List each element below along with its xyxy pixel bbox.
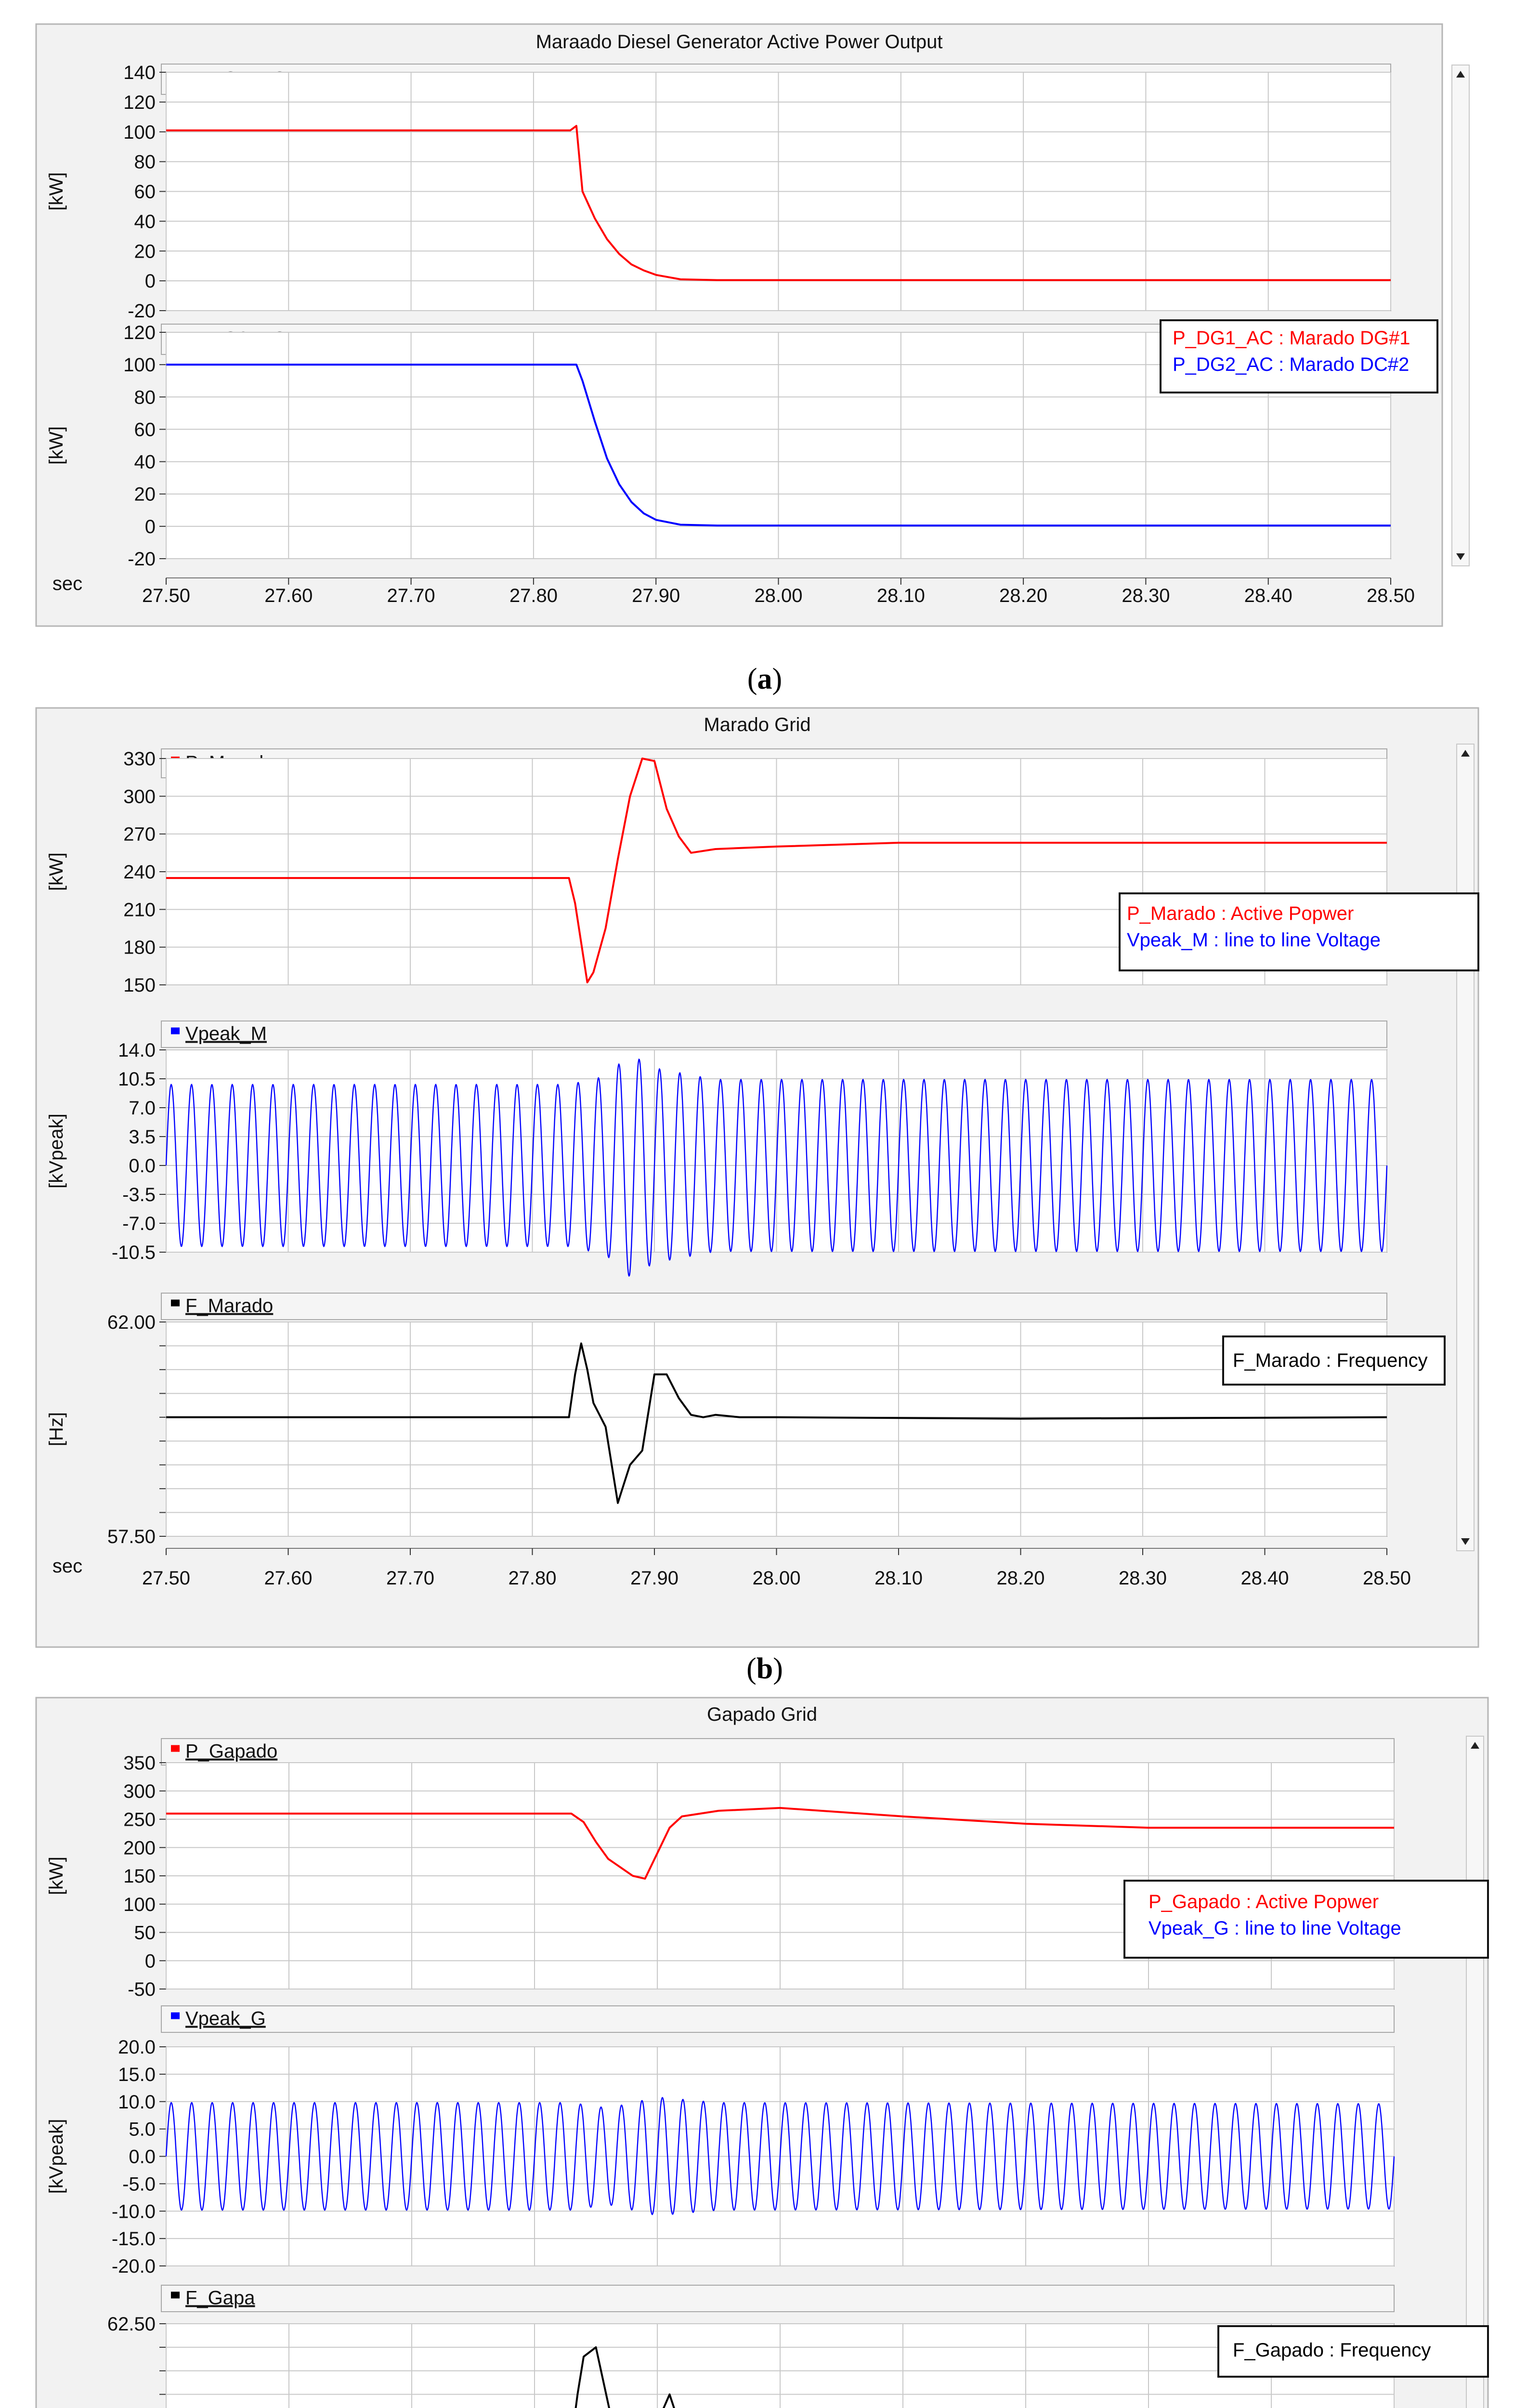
subplot-c3	[46, 2285, 1394, 2408]
y-tick-label: 120	[123, 322, 156, 343]
y-tick-label: 7.0	[129, 1098, 156, 1119]
scrollbar-track	[1466, 1736, 1484, 2408]
y-tick-label: 300	[123, 786, 156, 808]
panel-c	[36, 1698, 1488, 2408]
legend-b-power	[1120, 893, 1478, 970]
trace-marker-icon	[171, 1745, 180, 1752]
y-tick-label: 350	[123, 1753, 156, 1774]
x-tick-label: 27.70	[387, 585, 435, 606]
y-tick-label: 62.50	[107, 2314, 156, 2335]
x-tick-label: 28.30	[1118, 1568, 1167, 1589]
panel-title: Maraado Diesel Generator Active Power Output	[535, 31, 943, 52]
subplot-a1	[46, 62, 1391, 322]
panel-title: Gapado Grid	[706, 1704, 818, 1725]
y-tick-label: -5.0	[122, 2173, 156, 2195]
y-tick-label: 20.0	[118, 2037, 156, 2058]
y-tick-label: 60	[134, 181, 156, 203]
y-axis-label: [kW]	[46, 852, 67, 891]
y-axis-label: [kW]	[46, 1857, 67, 1895]
legend-entry: P_Gapado : Active Popwer	[1149, 1891, 1379, 1912]
y-tick-label: 100	[123, 354, 156, 376]
y-tick-label: 100	[123, 1894, 156, 1915]
trace-label: F_Gapa	[185, 2287, 255, 2309]
legend-entry: F_Gapado : Frequency	[1233, 2340, 1431, 2361]
subplot-b3	[46, 1293, 1387, 1547]
x-tick-label: 28.50	[1362, 1568, 1411, 1589]
x-tick-label: 27.90	[632, 585, 680, 606]
subplot-b2	[46, 1021, 1387, 1276]
x-unit-label: sec	[52, 573, 83, 594]
subplot-c2	[46, 2006, 1394, 2277]
panel-title: Marado Grid	[704, 714, 811, 735]
legend-c-power	[1124, 1881, 1488, 1958]
y-tick-label: -20	[128, 301, 156, 322]
x-tick-label: 27.80	[509, 585, 558, 606]
y-tick-label: 140	[123, 62, 156, 83]
legend-entry: P_DG1_AC : Marado DG#1	[1173, 327, 1410, 349]
scrollbar-track	[1452, 65, 1469, 566]
y-axis-label: [kW]	[46, 426, 67, 465]
y-tick-label: -10.5	[111, 1242, 156, 1263]
trace-header	[161, 1293, 1387, 1320]
trace-label: P_Gapado	[185, 1741, 278, 1762]
y-tick-label: 0.0	[129, 1155, 156, 1177]
y-tick-label: 0	[144, 271, 156, 292]
y-tick-label: 20	[134, 484, 156, 505]
x-tick-label: 28.10	[874, 1568, 923, 1589]
trace-marker-icon	[171, 1300, 180, 1307]
y-tick-label: 80	[134, 151, 156, 173]
legend-entry: Vpeak_G : line to line Voltage	[1149, 1918, 1401, 1939]
caption-a: (a)	[747, 663, 783, 695]
y-tick-label: -50	[128, 1979, 156, 2000]
y-tick-label: 120	[123, 92, 156, 113]
x-tick-label: 28.40	[1244, 585, 1292, 606]
y-tick-label: 40	[134, 451, 156, 473]
trace-marker-icon	[171, 2013, 180, 2019]
legend-a	[1161, 320, 1437, 393]
x-unit-label: sec	[52, 1556, 83, 1577]
x-tick-label: 28.20	[996, 1568, 1045, 1589]
x-tick-label: 28.10	[876, 585, 925, 606]
legend-entry: F_Marado : Frequency	[1233, 1350, 1428, 1371]
caption-b: (b)	[746, 1652, 783, 1685]
y-tick-label: 14.0	[118, 1040, 156, 1061]
y-tick-label: 150	[123, 975, 156, 996]
caption-letter: b	[756, 1652, 773, 1685]
x-tick-label: 27.70	[386, 1568, 435, 1589]
y-tick-label: 5.0	[129, 2119, 156, 2140]
trace-marker-icon	[171, 2292, 180, 2299]
y-tick-label: 80	[134, 387, 156, 408]
y-tick-label: -10.0	[111, 2201, 156, 2223]
y-tick-label: -20.0	[111, 2256, 156, 2277]
y-tick-label: -7.0	[122, 1213, 156, 1234]
x-tick-label: 27.60	[264, 1568, 313, 1589]
y-tick-label: 150	[123, 1866, 156, 1887]
x-tick-label: 28.20	[999, 585, 1048, 606]
y-tick-label: 15.0	[118, 2064, 156, 2085]
y-tick-label: -3.5	[122, 1184, 156, 1205]
y-tick-label: 3.5	[129, 1126, 156, 1148]
scrollbar-track	[1457, 744, 1474, 1551]
y-tick-label: 40	[134, 211, 156, 233]
y-tick-label: 10.5	[118, 1069, 156, 1090]
y-tick-label: 270	[123, 824, 156, 845]
y-tick-label: 250	[123, 1809, 156, 1831]
trace-header	[161, 1739, 1394, 1765]
x-tick-label: 28.40	[1240, 1568, 1289, 1589]
x-tick-label: 27.50	[142, 585, 191, 606]
trace-header	[161, 1021, 1387, 1047]
y-tick-label: 60	[134, 419, 156, 441]
trace-label: F_Marado	[185, 1295, 274, 1317]
y-tick-label: 57.50	[107, 1526, 156, 1547]
trace-header	[161, 2285, 1394, 2312]
legend-entry: P_Marado : Active Popwer	[1127, 903, 1354, 924]
x-tick-label: 27.80	[508, 1568, 557, 1589]
y-tick-label: 10.0	[118, 2091, 156, 2113]
y-axis-label: [Hz]	[46, 1412, 67, 1447]
trace-label: Vpeak_G	[185, 2008, 266, 2029]
subplot-c1	[46, 1739, 1394, 2000]
y-tick-label: 100	[123, 121, 156, 143]
trace-header	[161, 2006, 1394, 2032]
legend-entry: Vpeak_M : line to line Voltage	[1127, 929, 1381, 951]
y-tick-label: 0.0	[129, 2146, 156, 2168]
y-tick-label: -20	[128, 549, 156, 570]
trace-label: Vpeak_M	[185, 1023, 267, 1045]
y-tick-label: 180	[123, 937, 156, 958]
trace-marker-icon	[171, 1028, 180, 1034]
legend-entry: P_DG2_AC : Marado DC#2	[1173, 354, 1410, 375]
y-tick-label: 300	[123, 1780, 156, 1802]
x-tick-label: 28.50	[1366, 585, 1415, 606]
y-tick-label: 200	[123, 1837, 156, 1859]
y-axis-label: [kW]	[46, 172, 67, 211]
x-tick-label: 28.00	[752, 1568, 801, 1589]
panel-b	[36, 708, 1478, 1647]
legend-c-freq	[1218, 2326, 1488, 2377]
x-tick-label: 27.60	[264, 585, 313, 606]
y-tick-label: 0	[144, 516, 156, 537]
y-tick-label: 330	[123, 748, 156, 770]
caption-letter: a	[757, 663, 772, 695]
x-tick-label: 27.90	[630, 1568, 679, 1589]
y-tick-label: 0	[144, 1950, 156, 1972]
y-tick-label: 20	[134, 241, 156, 262]
y-tick-label: 210	[123, 899, 156, 921]
legend-b-freq	[1223, 1336, 1445, 1385]
x-tick-label: 27.50	[142, 1568, 191, 1589]
x-tick-label: 28.00	[754, 585, 803, 606]
y-tick-label: -15.0	[111, 2228, 156, 2250]
y-tick-label: 240	[123, 862, 156, 883]
y-tick-label: 50	[134, 1922, 156, 1944]
y-axis-label: [kVpeak]	[46, 2119, 67, 2194]
y-axis-label: [kVpeak]	[46, 1113, 67, 1189]
x-tick-label: 28.30	[1122, 585, 1170, 606]
y-tick-label: 62.00	[107, 1312, 156, 1333]
